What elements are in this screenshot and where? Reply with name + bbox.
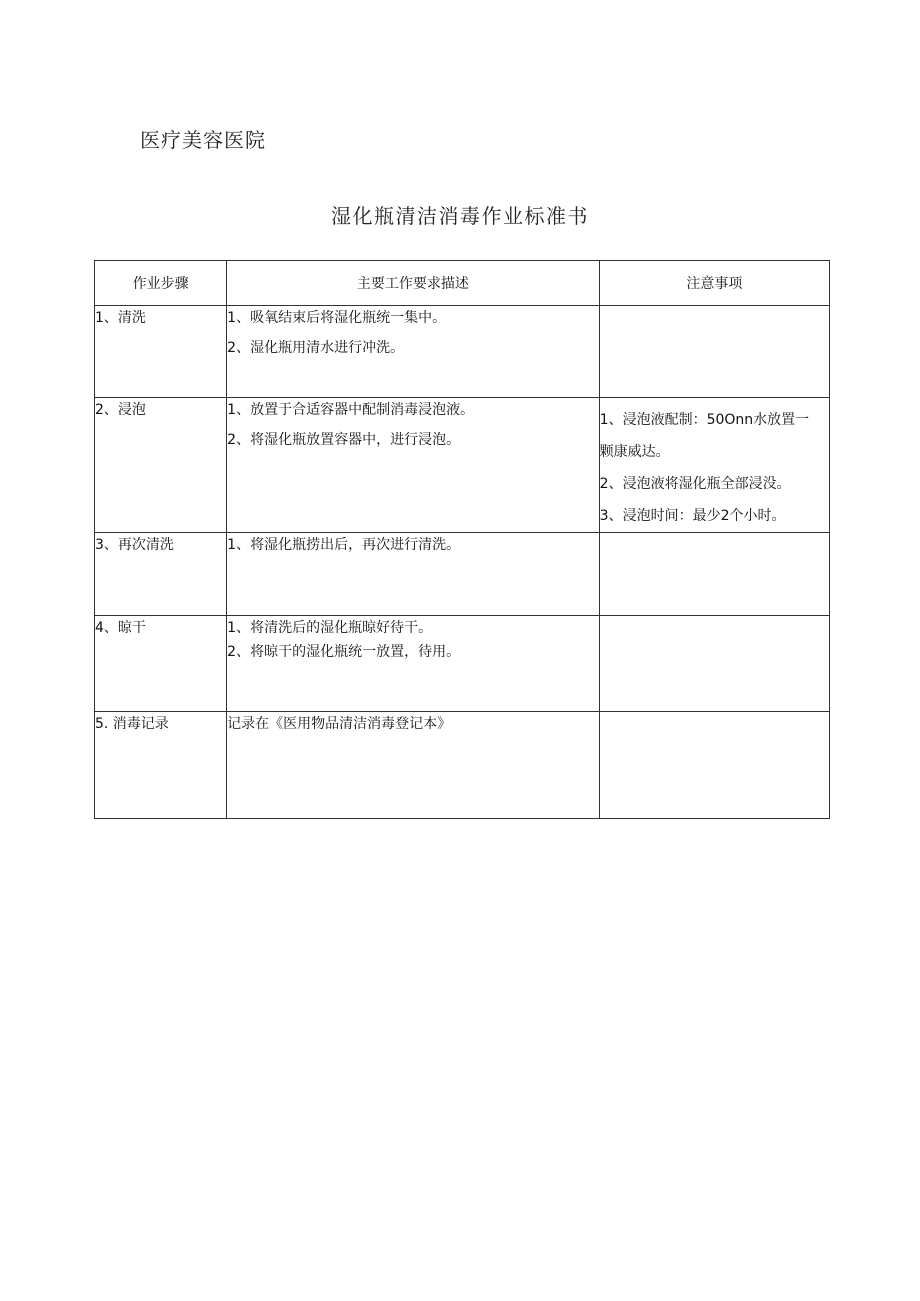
notes-cell — [599, 306, 829, 398]
description-line: 1、吸氧结束后将湿化瓶统一集中。 — [227, 310, 447, 326]
description-line: 2、将湿化瓶放置容器中，进行浸泡。 — [227, 432, 461, 448]
description-line: 2、湿化瓶用清水进行冲洗。 — [227, 340, 405, 356]
note-line: 3、浸泡时间：最少2个小时。 — [599, 508, 786, 524]
step-label: 3、再次清洗 — [95, 537, 174, 553]
table-row — [95, 306, 830, 398]
header-notes: 注意事项 — [599, 261, 829, 306]
table-row — [95, 398, 830, 533]
header-step: 作业步骤 — [95, 261, 227, 306]
notes-cell — [599, 616, 829, 712]
header-description: 主要工作要求描述 — [227, 261, 600, 306]
description-cell — [227, 306, 600, 398]
document-title: 湿化瓶清洁消毒作业标准书 — [331, 204, 589, 228]
step-label: 5. 消毒记录 — [95, 716, 169, 732]
notes-cell — [599, 712, 829, 819]
description-line: 1、将湿化瓶捞出后，再次进行清洗。 — [227, 537, 461, 553]
note-line: 2、浸泡液将湿化瓶全部浸没。 — [599, 476, 791, 492]
description-cell — [227, 398, 600, 533]
description-line: 2、将晾干的湿化瓶统一放置，待用。 — [227, 644, 461, 660]
step-label: 2、浸泡 — [95, 402, 146, 418]
description-cell — [227, 533, 600, 616]
step-label: 1、清洗 — [95, 310, 146, 326]
note-line: 颗康威达。 — [599, 444, 670, 460]
description-line: 记录在《医用物品清洁消毒登记本》 — [227, 716, 452, 732]
description-cell — [227, 616, 600, 712]
step-cell — [95, 712, 227, 819]
notes-cell — [599, 533, 829, 616]
step-cell — [95, 306, 227, 398]
notes-cell — [599, 398, 829, 533]
step-label: 4、晾干 — [95, 620, 146, 636]
description-line: 1、放置于合适容器中配制消毒浸泡液。 — [227, 402, 475, 418]
step-cell — [95, 616, 227, 712]
sop-table — [94, 260, 830, 819]
table-header-row — [95, 261, 830, 306]
table-row — [95, 616, 830, 712]
step-cell — [95, 398, 227, 533]
description-cell — [227, 712, 600, 819]
note-line: 1、浸泡液配制：50Onn水放置一 — [599, 412, 810, 428]
hospital-name: 医疗美容医院 — [140, 128, 266, 152]
table-row — [95, 712, 830, 819]
step-cell — [95, 533, 227, 616]
description-line: 1、将清洗后的湿化瓶晾好待干。 — [227, 620, 433, 636]
table-row — [95, 533, 830, 616]
